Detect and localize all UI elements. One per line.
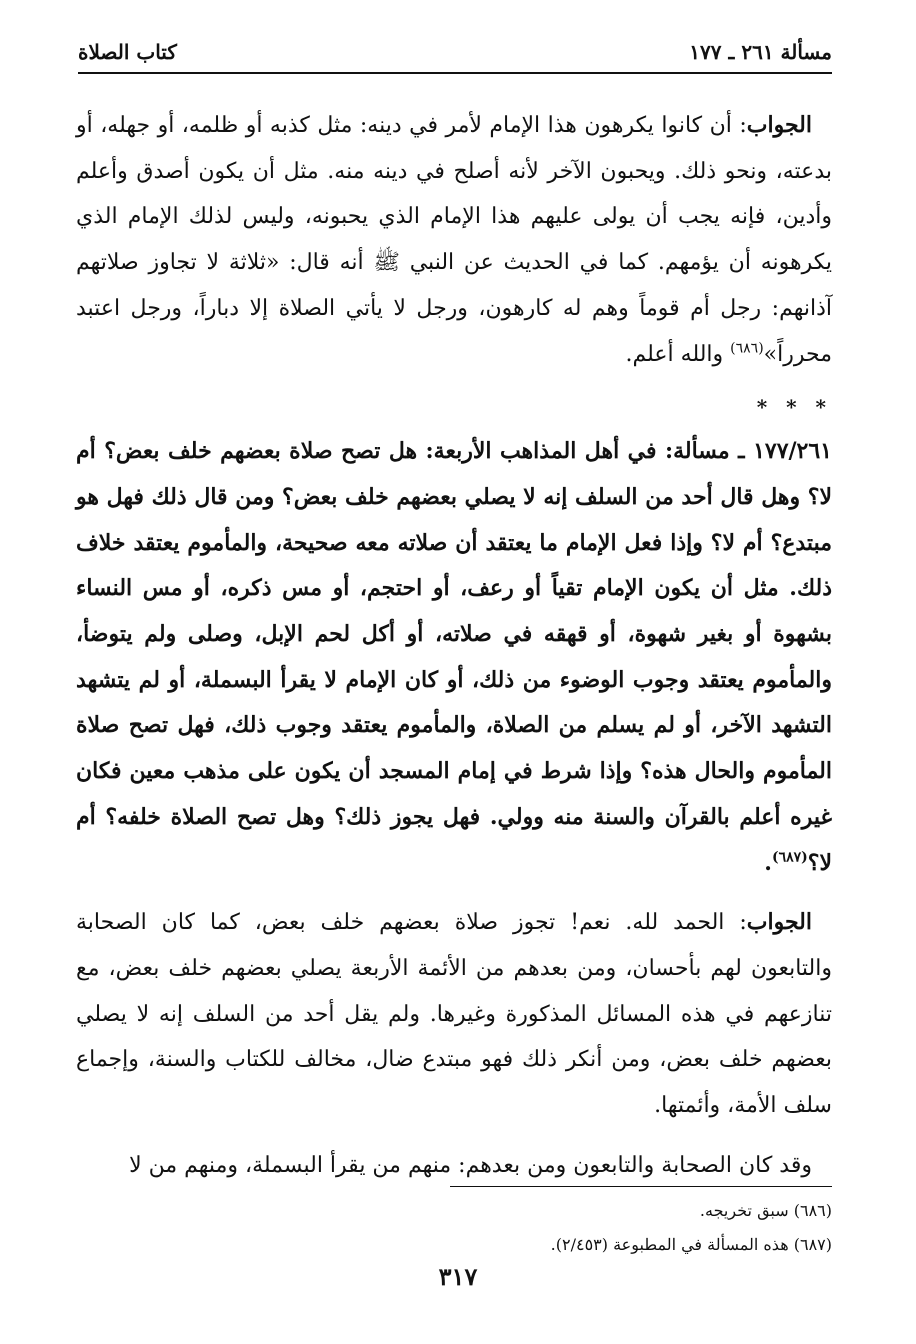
footnotes	[76, 1194, 832, 1262]
question-paragraph	[76, 429, 832, 886]
answer-paragraph-1	[76, 103, 832, 377]
page-number: ٣١٧	[438, 1262, 478, 1291]
running-header	[78, 34, 832, 74]
header-section-title: كتاب الصلاة	[78, 40, 177, 64]
answer-ending: والله أعلم.	[625, 341, 731, 367]
question-text: : في أهل المذاهب الأربعة: هل تصح صلاة بعضهم خلف بعض؟ أم لا؟ وهل قال أحد من السلف إنه لا يصلي بعضهم خلف بعض؟ ومن قال ذلك فهل هو مبتدع؟ أم لا؟ وإذا فعل الإمام ما يعتقد أن صلاته معه صحيحة، والمأموم يعتقد خلاف ذلك. مثل أن يكون الإمام تقياً أو رعف، أو احتجم، أو مس ذكره، أو مس النساء بشهوة أو بغير شهوة، أو قهقه في صلاته، أو أكل لحم الإبل، وصلى ولم يتوضأ، والمأموم يعتقد وجوب الوضوء من ذلك، أو كان الإمام لا يقرأ البسملة، أو لم يتشهد التشهد الآخر، أو لم يسلم من الصلاة، والمأموم يعتقد وجوب ذلك، فهل تصح صلاة المأموم والحال هذه؟ وإذا شرط في إمام المسجد أن يكون على مذهب معين فكان غيره أعلم بالقرآن والسنة منه وولي. فهل يجوز ذلك؟ وهل تصح الصلاة خلفه؟ أم لا؟	[76, 438, 832, 876]
continuation-paragraph: وقد كان الصحابة والتابعون ومن بعدهم: منهم من يقرأ البسملة، ومنهم من لا	[129, 1152, 812, 1178]
footnote-reference: (٦٨٦)	[730, 340, 764, 357]
answer-text: : الحمد لله. نعم! تجوز صلاة بعضهم خلف بعض، كما كان الصحابة والتابعون لهم بأحسان، ومن بعدهم من الأئمة الأربعة يصلي بعضهم خلف بعض، مع تنازعهم في هذه المسائل المذكورة وغيرها. ولم يقل أحد من السلف إنه لا يصلي بعضهم خلف بعض، ومن أنكر ذلك فهو مبتدع ضال، مخالف للكتاب والسنة، وإجماع سلف الأمة، وأئمتها.	[76, 910, 832, 1119]
question-number: ١٧٧/٢٦١ ـ مسألة	[673, 438, 832, 465]
footnote-reference: (٦٨٧)	[771, 849, 808, 866]
answer-label: الجواب	[746, 112, 812, 138]
footnote-687: (٦٨٧) هذه المسألة في المطبوعة (٢/٤٥٣).	[550, 1235, 832, 1254]
question-ending: .	[764, 849, 772, 876]
footnote-686: (٦٨٦) سبق تخريجه.	[699, 1201, 832, 1220]
answer-paragraph-2	[76, 900, 832, 1129]
section-separator: * * *	[756, 395, 832, 420]
main-text	[76, 103, 832, 1188]
footnote-divider	[450, 1186, 832, 1187]
answer-label: الجواب	[746, 909, 812, 936]
answer-text: : أن كانوا يكرهون هذا الإمام لأمر في دينه: مثل كذبه أو ظلمه، أو جهله، أو بدعته، ونحو ذلك. ويحبون الآخر لأنه أصلح في دينه منه. مثل أن يكون أصدق وأعلم وأدين، فإنه يجب أن يولى عليهم هذا الإمام الذي يحبونه، وليس لذلك الإمام الذي يكرهونه أن يؤمهم. كما في الحديث عن النبي ﷺ أنه قال: «ثلاثة لا تجاوز صلاتهم آذانهم: رجل أم قوماً وهم له كارهون، ورجل لا يأتي الصلاة إلا دباراً، ورجل اعتبد محرراً»	[76, 113, 832, 367]
header-issue-range: مسألة ٢٦١ ـ ١٧٧	[689, 40, 832, 64]
